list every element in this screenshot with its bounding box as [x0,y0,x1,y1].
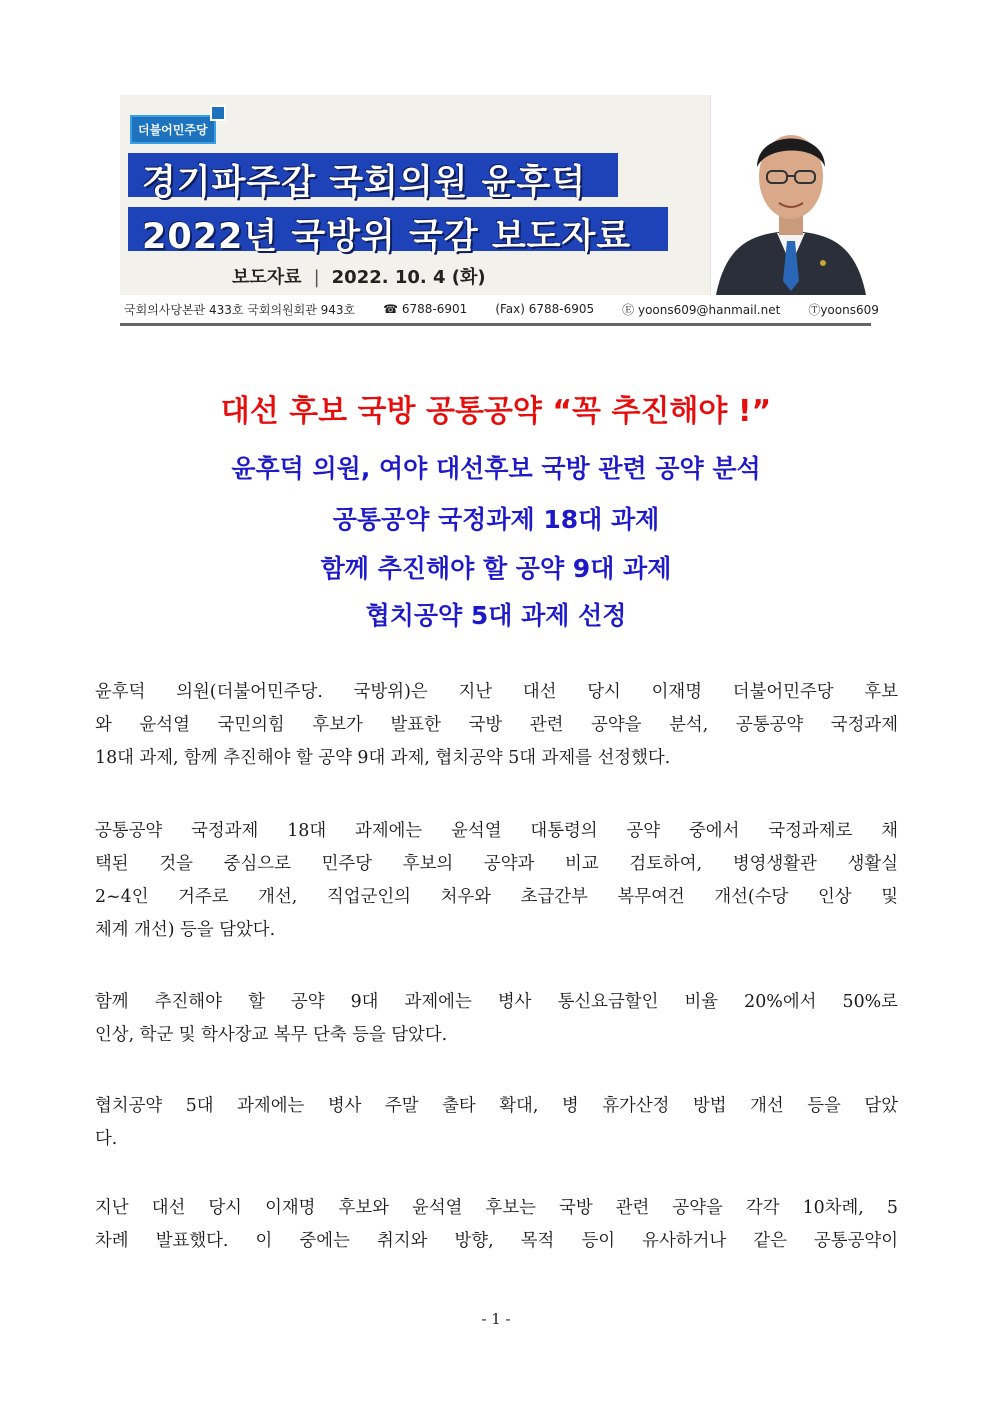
header-title-line2: 2022년 국방위 국감 보도자료 [142,217,632,257]
text-line: 차례 발표했다. 이 중에는 취지와 방향, 목적 등이 유사하거나 같은 공통공약이 [95,1231,898,1251]
subheadline: 공통공약 국정과제 18대 과제 [332,505,660,534]
page-number: - 1 - [481,1310,511,1328]
body-paragraph-2 [95,815,898,947]
body-paragraph-1 [95,676,898,775]
title-band-2 [128,207,668,257]
party-name: 더불어민주당 [138,123,208,137]
press-date: 2022. 10. 4 (화) [331,267,486,288]
body-paragraph-4 [95,1090,898,1156]
text-line: 함께 추진해야 할 공약 9대 과제에는 병사 통신요금할인 비율 20%에서 50%로 [95,992,898,1012]
text-line: 18대 과제, 함께 추진해야 할 공약 9대 과제, 협치공약 5대 과제를 선정했다. [95,748,671,768]
party-logo [130,115,216,144]
press-label: 보도자료 [232,267,302,288]
text-line: 공통공약 국정과제 18대 과제에는 윤석열 대통령의 공약 중에서 국정과제로 채 [95,821,898,841]
phone-number: ☎ 6788-6901 [383,302,468,316]
text-line: 와 윤석열 국민의힘 후보가 발표한 국방 관련 공약을 분석, 공통공약 국정과제 [95,715,898,735]
fax-number: (Fax) 6788-6905 [495,302,595,316]
press-header [120,95,879,327]
contact-bar [120,295,879,326]
subheadline: 협치공약 5대 과제 선정 [365,601,627,630]
press-date-line [232,263,486,289]
separator: | [313,267,320,288]
lawmaker-portrait [710,95,871,295]
text-line: 택된 것을 중심으로 민주당 후보의 공약과 비교 검토하여, 병영생활관 생활실 [95,854,898,874]
text-line: 협치공약 5대 과제에는 병사 주말 출타 확대, 병 휴가산정 방법 개선 등을 담았 [95,1096,898,1116]
text-line: 지난 대선 당시 이재명 후보와 윤석열 후보는 국방 관련 공약을 각각 10차례, 5 [95,1198,898,1218]
email-address: Ⓔ yoons609@hanmail.net [622,302,781,317]
title-band-1 [128,153,618,203]
office-address: 국회의사당본관 433호 국회의원회관 943호 [124,302,356,317]
portrait-image [711,95,871,295]
header-title-line1: 경기파주갑 국회의원 윤후덕 [142,163,587,203]
text-line: 윤후덕 의원(더불어민주당. 국방위)은 지난 대선 당시 이재명 더불어민주당 후보 [95,682,898,702]
text-line: 2~4인 거주로 개선, 직업군인의 처우와 초급간부 복무여건 개선(수당 인상 및 [95,887,898,907]
headline: 대선 후보 국방 공통공약 “꼭 추진해야 !” [220,394,772,429]
subheadline: 윤후덕 의원, 여야 대선후보 국방 관련 공약 분석 [231,454,761,483]
text-line: 체계 개선) 등을 담았다. [95,920,276,940]
subheadline: 함께 추진해야 할 공약 9대 과제 [320,554,672,583]
body-paragraph-5 [95,1192,898,1258]
text-line: 인상, 학군 및 학사장교 복무 단축 등을 담았다. [95,1025,448,1045]
twitter-handle: Ⓣyoons609 [808,302,879,317]
party-logo-mark [210,105,226,121]
body-paragraph-3 [95,986,898,1052]
text-line: 다. [95,1129,118,1149]
